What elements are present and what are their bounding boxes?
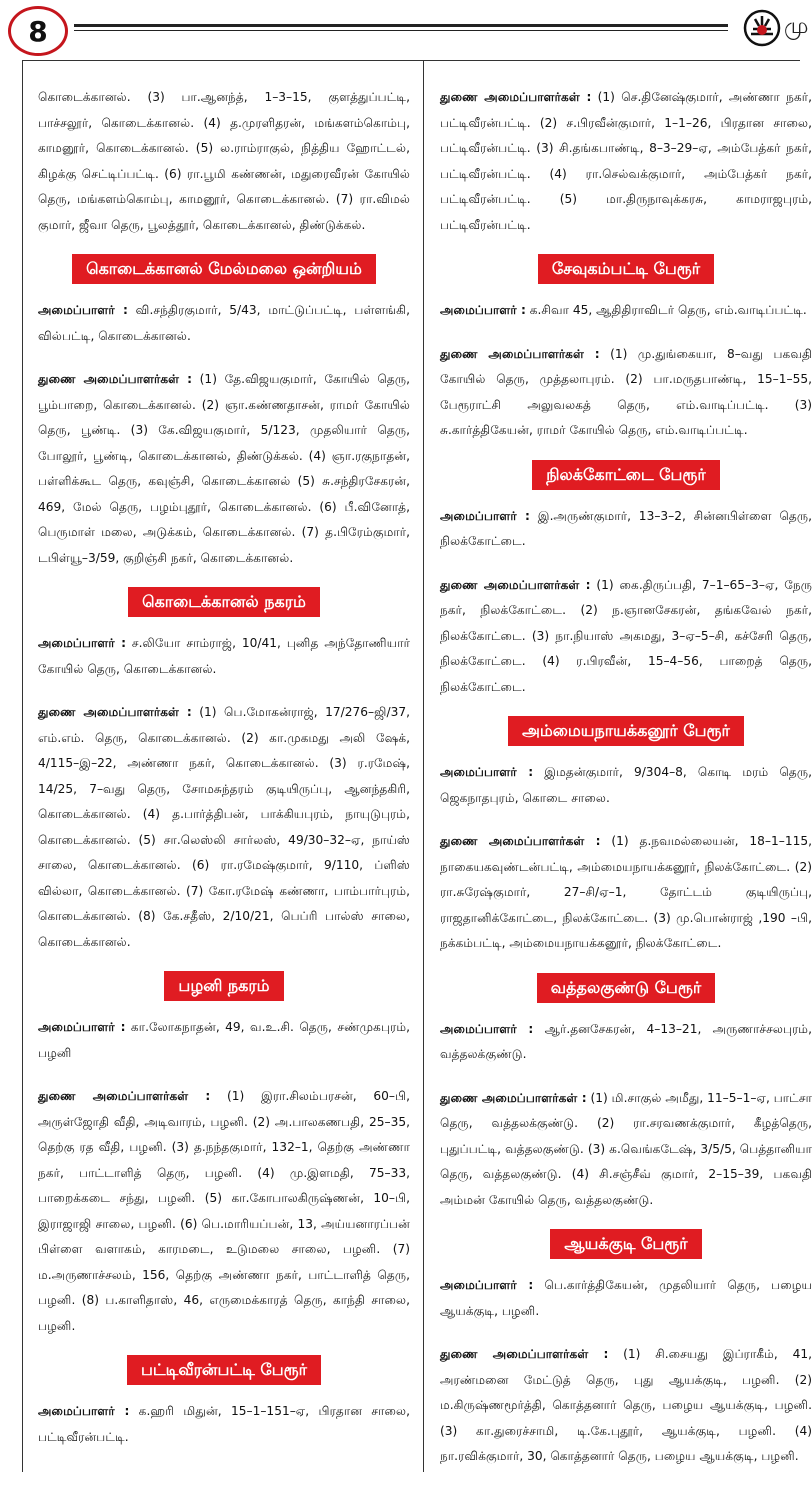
role-label: அமைப்பாளர் : (38, 1404, 130, 1418)
section-title-wrapper (38, 254, 410, 284)
member-entry (440, 504, 812, 555)
entry-text: வி.சந்திரகுமார், 5/43, மாட்டுப்பட்டி, பள்ளங்கி, வில்பட்டி, கொடைக்கானல். (38, 303, 410, 343)
page-frame-left (22, 60, 23, 1472)
member-entry (38, 1084, 410, 1339)
role-label: துணை அமைப்பாளர்கள் : (38, 372, 193, 386)
role-label: துணை அமைப்பாளர்கள் : (440, 346, 600, 361)
entry-text: (1) செ.தினேஷ்குமார், அண்ணா நகர், பட்டிவீரன்பட்டி. (2) ச.பிரவீன்குமார், 1–1–26, பிரதான சாலை, பட்டிவீரன்பட்டி. (3) சி.தங்கபாண்டி, 8–3–29–ஏ, அம்பேத்கர் நகர், பட்டிவீரன்பட்டி. (4) ரா.செல்வக்குமார், அம்பேத்கர் நகர், பட்டிவீரன்பட்டி. (5) மா.திருநாவுக்கரசு, காமராஜபுரம், பட்டிவீரன்பட்டி. (440, 90, 812, 232)
role-label: அமைப்பாளர் : (440, 765, 534, 779)
entry-text: (1) மு.துங்கையா, 8–வது பகவதி கோயில் தெரு, முத்தலாபுரம். (2) பா.மருதபாண்டி, 15–1–55, பேரூராட்சி அலுவலகத் தெரு, எம்.வாடிப்பட்டி. (3) சு.கார்த்திகேயன், ராமர் கோயில் தெரு, எம்.வாடிப்பட்டி. (440, 346, 812, 437)
member-entry (440, 829, 812, 957)
member-entry (38, 1399, 410, 1450)
right-column (440, 85, 812, 1488)
section-title: வத்தலகுண்டு பேரூர் (537, 973, 715, 1003)
member-entry (440, 1017, 812, 1068)
left-column (38, 85, 410, 1468)
entry-text: க.ஹரி மிதுன், 15–1–151–ஏ, பிரதான சாலை, பட்டிவீரன்பட்டி. (38, 1404, 410, 1444)
role-label: அமைப்பாளர் : (440, 1278, 534, 1292)
header-rule (74, 24, 728, 27)
section-title: பழனி நகரம் (164, 971, 283, 1001)
section-title: ஆயக்குடி பேரூர் (550, 1229, 701, 1259)
entry-text: ஆர்.தனசேகரன், 4–13–21, அருணாச்சலபுரம், வத்தலக்குண்டு. (440, 1021, 812, 1061)
role-label: அமைப்பாளர் : (440, 508, 530, 523)
member-entry (440, 1086, 812, 1214)
entry-text: (1) கை.திருப்பதி, 7–1–65–3–ஏ, நேரு நகர், நிலக்கோட்டை. (2) ந.ஞானசேகரன், தங்கவேல் நகர், நிலக்கோட்டை. (3) நா.நியாஸ் அகமது, 3–ஏ–5–சி, கச்சேரி தெரு, நிலக்கோட்டை. (4) ர.பிரவீன், 15–4–56, பாறைத் தெரு, நிலக்கோட்டை. (440, 577, 812, 694)
page-frame-top (22, 60, 800, 61)
entry-text: கொடைக்கானல். (3) பா.ஆனந்த், 1–3–15, குளத்துப்பட்டி, பாச்சலூர், கொடைக்கானல். (4) த.முரளிதரன், மங்களம்கொம்பு, காமனூர், கொடைக்கானல். (5) ல.ராம்ராகுல், நித்திய ஹோட்டல், கிழக்கு செட்டிப்பட்டி. (6) ரா.பூமி கண்ணன், மதுரைவீரன் கோயில் தெரு, மங்களம்கொம்பு, காமனூர், கொடைக்கானல். (7) ரா.விமல் குமார், ஜீவா தெரு, பூலத்தூர், கொடைக்கானல், திண்டுக்கல். (38, 90, 410, 232)
role-label: அமைப்பாளர் : (38, 303, 128, 317)
member-entry (38, 700, 410, 955)
column-divider (423, 60, 424, 1472)
member-entry (38, 1015, 410, 1066)
member-entry (38, 367, 410, 571)
entry-text: (1) சி.சையது இப்ராகீம், 41, அரண்மனை மேட்டுத் தெரு, புது ஆயக்குடி, பழனி. (2) ம.கிருஷ்ணமூர்த்தி, கொத்தனார் தெரு, பழைய ஆயக்குடி, பழனி. (3) கா.துரைச்சாமி, டி.கே.புதூர், ஆயக்குடி, பழனி. (4) நா.ரவிக்குமார், 30, கொத்தனார் தெரு, பழைய ஆயக்குடி, பழனி. (440, 1347, 812, 1463)
header-logo-text: மு (784, 14, 809, 39)
member-entry (440, 85, 812, 238)
member-entry (38, 85, 410, 238)
section-title-wrapper (440, 1229, 812, 1259)
page-number-badge: 8 (8, 6, 68, 56)
section-title-wrapper (440, 254, 812, 284)
entry-text: (1) மி.சாகுல் அமீது, 11–5–1–ஏ, பாட்சா தெரு, வத்தலக்குண்டு. (2) ரா.சரவணக்குமார், கீழத்தெரு, புதுப்பட்டி, வத்தலகுண்டு. (3) க.வெங்கடேஷ், 3/5/5, பெத்தானியா தெரு, வத்தலகுண்டு. (4) சி.சஞ்சீவ் குமார், 2–15–39, பகவதி அம்மன் கோயில் தெரு, வத்தலகுண்டு. (440, 1090, 812, 1207)
section-title: பட்டிவீரன்பட்டி பேரூர் (127, 1355, 321, 1385)
entry-text: இ.அருண்குமார், 13–3–2, சின்னபிள்ளை தெரு, நிலக்கோட்டை. (440, 508, 812, 548)
section-title: அம்மையநாயக்கனூர் பேரூர் (508, 716, 744, 746)
role-label: துணை அமைப்பாளர்கள் : (440, 1090, 587, 1105)
entry-text: பெ.கார்த்திகேயன், முதலியார் தெரு, பழைய ஆயக்குடி, பழனி. (440, 1278, 812, 1318)
member-entry (38, 298, 410, 349)
header-rule-thin (74, 30, 728, 31)
entry-text: (1) இரா.சிலம்பரசன், 60–பி, அருள்ஜோதி வீதி, அடிவாரம், பழனி. (2) அ.பாலகணபதி, 25–35, தெற்கு ரத வீதி, பழனி. (3) த.நந்தகுமார், 132–1, தெற்கு அண்ணா நகர், பாட்டாளித் தெரு, பழனி. (4) மு.இளமதி, 75–33, பாறைக்கடை சந்து, பழனி. (5) கா.கோபாலகிருஷ்ணன், 10–பி, இராஜாஜி சாலை, பழனி. (6) பெ.மாரியப்பன், 13, அய்யனாரப்பன் பிள்ளை வளாகம், காரமடை, உடுமலை சாலை, பழனி. (7) ம.அருணாச்சலம், 156, தெற்கு அண்ணா நகர், பாட்டாளித் தெரு, பழனி. (8) ப.காளிதாஸ், 46, எருமைக்காரத் தெரு, காந்தி சாலை, பழனி. (38, 1089, 410, 1333)
member-entry (440, 1273, 812, 1324)
section-title: கொடைக்கானல் நகரம் (128, 587, 320, 617)
role-label: துணை அமைப்பாளர்கள் : (440, 90, 592, 104)
entry-text: (1) தே.விஜயகுமார், கோயில் தெரு, பூம்பாறை, கொடைக்கானல். (2) ஞா.கண்ணதாசன், ராமர் கோயில் தெரு, பூண்டி. (3) கே.விஜயகுமார், 5/123, முதலியார் தெரு, போலூர், பூண்டி, கொடைக்கானல், திண்டுக்கல். (4) ஞா.ரகுநாதன், பள்ளிக்கூட தெரு, கவுஞ்சி, கொடைக்கானல் (5) சு.சந்திரசேகரன், 469, மேல் தெரு, பழம்புதூர், கொடைக்கானல். (6) பீ.வினோத், பெருமாள் மலை, அடுக்கம், கொடைக்கானல். (7) த.பிரேம்குமார், டபிள்யூ–3/59, குறிஞ்சி நகர், கொடைக்கானல். (38, 372, 410, 565)
member-entry (440, 573, 812, 701)
role-label: அமைப்பாளர் : (38, 636, 126, 650)
entry-text: (1) பெ.மோகன்ராஜ், 17/276–ஜி/37, எம்.எம். தெரு, கொடைக்கானல். (2) கா.முகமது அலி ஷேக், 4/115–இ–22, அண்ணா நகர், கொடைக்கானல். (3) ர.ரமேஷ், 14/25, 7–வது தெரு, சோமசுந்தரம் குடியிருப்பு, ஆனந்தகிரி, கொடைக்கானல். (4) த.பார்த்திபன், பாக்கியபுரம், நாயுடுபுரம், கொடைக்கானல். (5) சா.லெஸ்லி சார்லஸ், 49/30–32–ஏ, நாய்ஸ் சாலை, கொடைக்கானல். (6) ரா.ரமேஷ்குமார், 9/110, ப்ளிஸ் வில்லா, கொடைக்கானல். (7) கோ.ரமேஷ் கண்ணா, பாம்பார்புரம், கொடைக்கானல். (8) கே.சதீஸ், 2/10/21, பெப்ரி பால்ஸ் சாலை, கொடைக்கானல். (38, 705, 410, 949)
role-label: துணை அமைப்பாளர்கள் : (38, 1089, 211, 1103)
entry-text: க.சிவா 45, ஆதிதிராவிடர் தெரு, எம்.வாடிப்பட்டி. (525, 303, 807, 317)
member-entry (38, 631, 410, 682)
role-label: துணை அமைப்பாளர்கள் : (440, 577, 591, 592)
role-label: துணை அமைப்பாளர்கள் : (440, 834, 601, 848)
entry-text: ச.லியோ சாம்ராஜ், 10/41, புனித அந்தோணியார் கோயில் தெரு, கொடைக்கானல். (38, 636, 410, 676)
section-title-wrapper (38, 587, 410, 617)
section-title: நிலக்கோட்டை பேரூர் (532, 460, 720, 490)
section-title-wrapper (440, 716, 812, 746)
role-label: துணை அமைப்பாளர்கள் : (440, 1347, 609, 1361)
entry-text: (1) த.நவமல்லையன், 18–1–115, நாகையகவுண்டன்பட்டி, அம்மையநாயக்கனூர், நிலக்கோட்டை. (2) ரா.சுரேஷ்குமார், 27–சி/ஏ–1, தோட்டம் குடியிருப்பு, ராஜதானிக்கோட்டை, நிலக்கோட்டை. (3) மு.பொன்ராஜ் ,190 –பி, நக்கம்பட்டி, அம்மையநாயக்கனூர், நிலக்கோட்டை. (440, 834, 812, 950)
role-label: துணை அமைப்பாளர்கள் : (38, 705, 192, 719)
member-entry (440, 298, 812, 324)
role-label: அமைப்பாளர் : (440, 1021, 534, 1036)
member-entry (440, 1342, 812, 1470)
section-title-wrapper (38, 1355, 410, 1385)
section-title-wrapper (440, 973, 812, 1003)
rising-sun-logo-icon (742, 8, 782, 48)
role-label: அமைப்பாளர் : (440, 303, 526, 317)
section-title: சேவுகம்பட்டி பேரூர் (538, 254, 714, 284)
section-title: கொடைக்கானல் மேல்மலை ஒன்றியம் (72, 254, 376, 284)
entry-text: கா.லோகநாதன், 49, வ.உ.சி. தெரு, சண்முகபுரம், பழனி (38, 1020, 410, 1060)
member-entry (440, 342, 812, 444)
entry-text: இமதன்குமார், 9/304–8, கொடி மரம் தெரு, ஜெகநாதபுரம், கொடை சாலை. (440, 765, 812, 805)
section-title-wrapper (38, 971, 410, 1001)
page-header (0, 0, 809, 60)
section-title-wrapper (440, 460, 812, 490)
role-label: அமைப்பாளர் : (38, 1020, 126, 1034)
member-entry (440, 760, 812, 811)
